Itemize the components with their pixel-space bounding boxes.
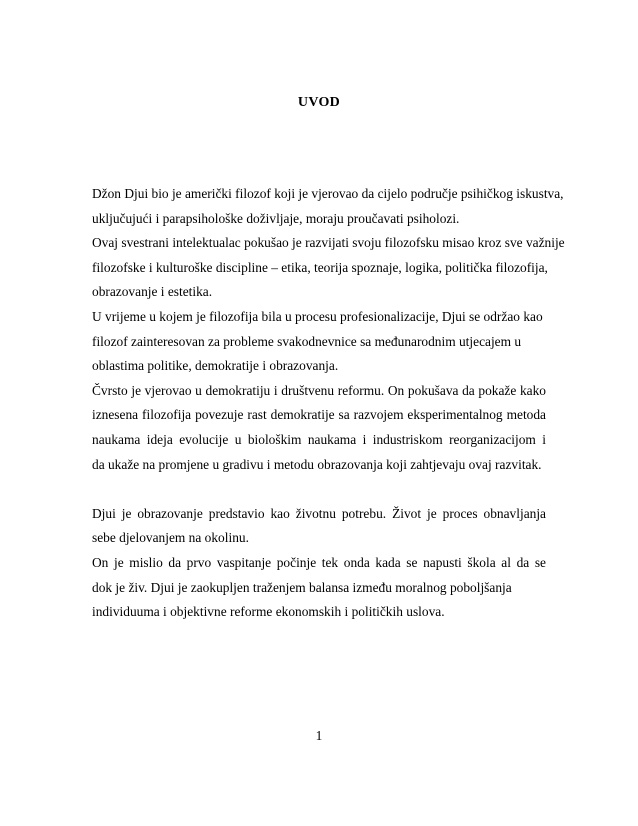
text-line: Džon Djui bio je američki filozof koji je vjerovao da cijelo područje psihičkog iskustva, [92,186,564,201]
text-line: Ovaj svestrani intelektualac pokušao je razvijati svoju filozofsku misao kroz sve važnije [92,235,565,251]
page-number: 1 [315,728,323,743]
text-line: oblastima politike, demokratije i obrazovanja. [92,358,339,374]
text-line: filozofske i kulturoške discipline – etika, teorija spoznaje, logika, politička filozofija, [92,259,548,275]
text-line: sebe djelovanjem na okolinu. [92,530,249,546]
page-title: UVOD [297,95,341,110]
text-line: iznesena filozofija povezuje rast demokratije sa razvojem eksperimentalnog metoda [92,407,546,423]
text-line: U vrijeme u kojem je filozofija bila u procesu profesionalizacije, Djui se održao kao [92,308,543,324]
text-line: obrazovanje i estetika. [92,284,213,300]
text-line: Djui je obrazovanje predstavio kao životnu potrebu. Život je proces obnavljanja [92,505,546,521]
text-line: Čvrsto je vjerovao u demokratiju i društvenu reformu. On pokušava da pokaže kako [92,382,546,398]
text-line: dok je živ. Djui je zaokupljen traženjem balansa između moralnog poboljšanja [92,579,512,595]
body-text [92,182,565,625]
text-line: da ukaže na promjene u gradivu i metodu obrazovanja koji zahtjevaju ovaj razvitak. [92,456,542,472]
text-line: On je mislio da prvo vaspitanje počinje tek onda kada se napusti škola al da se [92,554,546,570]
text-line: naukama ideja evolucije u biološkim naukama i industriskom reorganizacijom i [92,431,546,447]
text-line: uključujući i parapsihološke doživljaje, moraju proučavati psiholozi. [92,210,460,226]
text-line: individuuma i objektivne reforme ekonomskih i političkih uslova. [92,604,445,620]
paragraph-gap [92,477,546,502]
text-line: filozof zainteresovan za probleme svakodnevnice sa međunarodnim utjecajem u [92,333,522,349]
